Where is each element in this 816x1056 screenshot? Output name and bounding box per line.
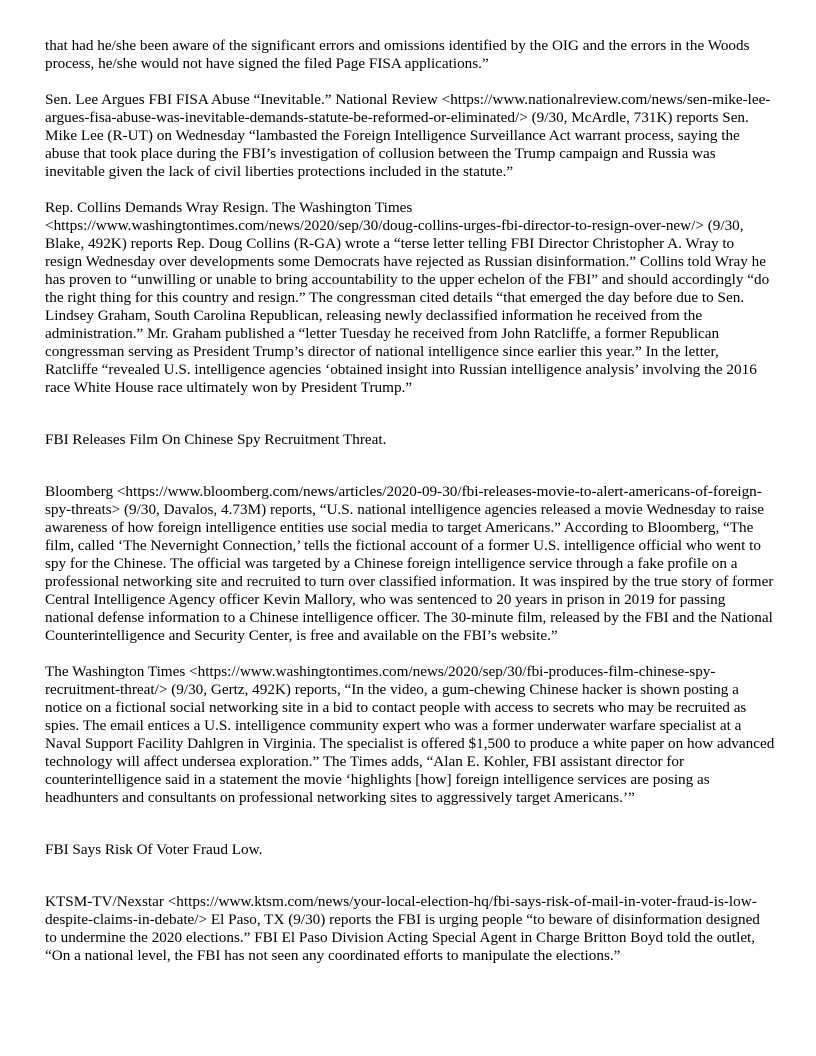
paragraph-spacer [45, 645, 775, 663]
headline-fbi-voter-fraud: FBI Says Risk Of Voter Fraud Low. [45, 841, 263, 858]
paragraph-ktsm-voter-fraud: KTSM-TV/Nexstar <https://www.ktsm.com/news/your-local-election-hq/fbi-says-risk-of-mail-in-voter-fraud-is-low-despite-claims-in-debate/> El Paso, TX (9/30) reports the FBI is urging people “to beware of disinformation designed to undermine the 2020 elections.” FBI El Paso Division Acting Special Agent in Charge Britton Boyd told the outlet, “On a national level, the FBI has not seen any coordinated efforts to manipulate the elections.” [45, 893, 760, 964]
paragraph-bloomberg-film: Bloomberg <https://www.bloomberg.com/news/articles/2020-09-30/fbi-releases-movie-to-alert-americans-of-foreign-spy-threats> (9/30, Davalos, 4.73M) reports, “U.S. national intelligence agencies released a movie Wednesday to raise awareness of how foreign intelligence entities use social media to target Americans.” According to Bloomberg, “The film, called ‘The Nevernight Connection,’ tells the fictional account of a former U.S. intelligence official who went to spy for the Chinese. The official was targeted by a Chinese foreign intelligence service through a fake profile on a professional networking site and recruited to turn over classified information. It was inspired by the true story of former Central Intelligence Agency officer Kevin Mallory, who was sentenced to 20 years in prison in 2019 for passing national defense information to a Chinese intelligence officer. The 30-minute film, released by the FBI and the National Counterintelligence and Security Center, is free and available on the FBI’s website.” [45, 483, 774, 644]
paragraph-spacer [45, 181, 775, 199]
paragraph-spacer [45, 73, 775, 91]
paragraph-spacer [45, 859, 775, 893]
paragraph-spacer [45, 449, 775, 483]
paragraph-sen-lee-fisa: Sen. Lee Argues FBI FISA Abuse “Inevitable.” National Review <https://www.nationalreview.com/news/sen-mike-lee-argues-fisa-abuse-was-inevitable-demands-statute-be-reformed-or-eliminated/> (9/30, McArdle, 731K) reports Sen. Mike Lee (R-UT) on Wednesday “lambasted the Foreign Intelligence Surveillance Act warrant process, saying the abuse that took place during the FBI’s investigation of collusion between the Trump campaign and Russia was inevitable given the lack of civil liberties protections included in the statute.” [45, 91, 771, 180]
paragraph-rep-collins-wray: Rep. Collins Demands Wray Resign. The Washington Times <https://www.washingtontimes.com/news/2020/sep/30/doug-collins-urges-fbi-director-to-resign-over-new/> (9/30, Blake, 492K) reports Rep. Doug Collins (R-GA) wrote a “terse letter telling FBI Director Christopher A. Wray to resign Wednesday over developments some Democrats have rejected as Russian disinformation.” Collins told Wray he has proven to “unwilling or unable to bring accountability to the upper echelon of the FBI” and should accordingly “do the right thing for this country and resign.” The congressman cited details “that emerged the day before due to Sen. Lindsey Graham, South Carolina Republican, releasing newly declassified information he received from the administration.” Mr. Graham published a “letter Tuesday he received from John Ratcliffe, a former Republican congressman serving as President Trump’s director of national intelligence since earlier this year.” In the letter, Ratcliffe “revealed U.S. intelligence agencies ‘obtained insight into Russian intelligence analysis’ involving the 2016 race White House race ultimately won by President Trump.” [45, 199, 770, 396]
headline-fbi-film-chinese-spy: FBI Releases Film On Chinese Spy Recruitment Threat. [45, 431, 387, 448]
paragraph-spacer [45, 807, 775, 841]
paragraph-washington-times-film: The Washington Times <https://www.washingtontimes.com/news/2020/sep/30/fbi-produces-film-chinese-spy-recruitment-threat/> (9/30, Gertz, 492K) reports, “In the video, a gum-chewing Chinese hacker is shown posting a notice on a fictional social networking site in a bid to contact people with access to secrets who may be recruited as spies. The email entices a U.S. intelligence community expert who was a former underwater warfare specialist at a Naval Support Facility Dahlgren in Virginia. The specialist is offered $1,500 to produce a white paper on how advanced technology will affect undersea exploration.” The Times adds, “Alan E. Kohler, FBI assistant director for counterintelligence said in a statement the movie ‘highlights [how] foreign intelligence services are posing as headhunters and consultants on professional networking sites to aggressively target Americans.’” [45, 663, 775, 806]
document-page [45, 37, 775, 965]
paragraph-spacer [45, 397, 775, 431]
paragraph-fisa-page-continuation: that had he/she been aware of the significant errors and omissions identified by the OIG and the errors in the Woods process, he/she would not have signed the filed Page FISA applications.” [45, 37, 750, 72]
